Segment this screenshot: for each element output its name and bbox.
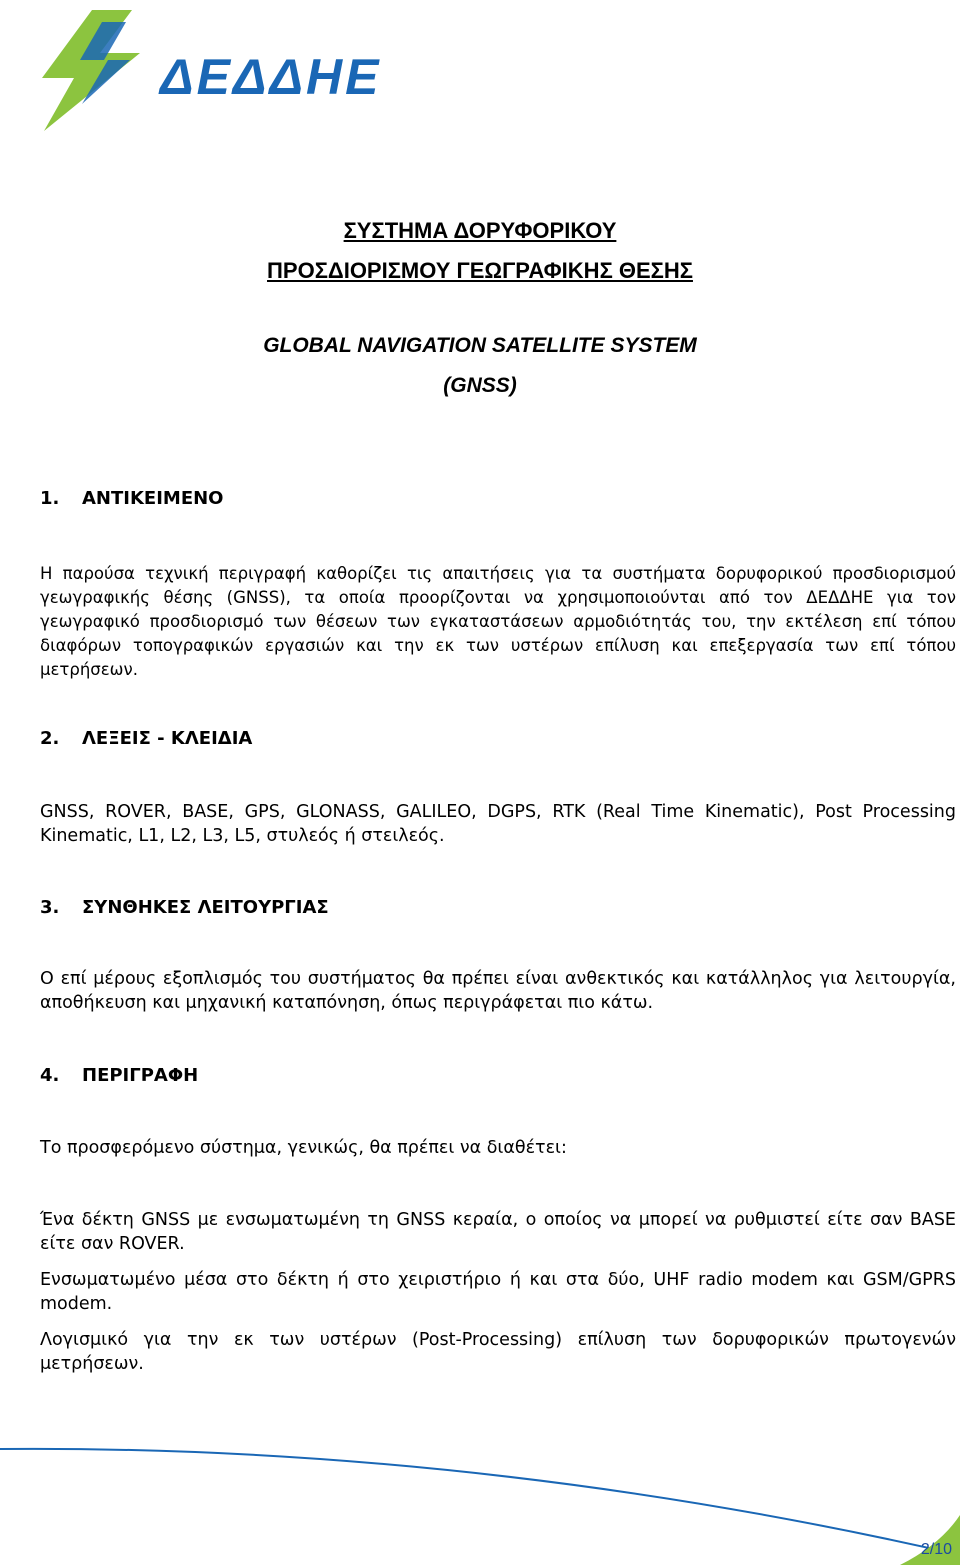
company-logo bbox=[22, 8, 382, 133]
logo-text: ΔΕΔΔΗΕ bbox=[160, 49, 382, 105]
section-4-item-receiver: Ένα δέκτη GNSS με ενσωματωμένη τη GNSS κεραία, ο οποίος να μπορεί να ρυθμιστεί είτε σαν BASE είτε σαν ROVER. bbox=[40, 1210, 956, 1254]
section-4-intro: Το προσφερόμενο σύστημα, γενικώς, θα πρέπει να διαθέτει: bbox=[40, 1138, 567, 1158]
section-3-paragraph: Ο επί μέρους εξοπλισμός του συστήματος θα πρέπει είναι ανθεκτικός και κατάλληλος για λειτουργία, αποθήκευση και μηχανική καταπόνηση, όπως περιγράφεται πιο κάτω. bbox=[40, 969, 956, 1013]
section-number: 2. bbox=[40, 728, 60, 749]
section-title: ΠΕΡΙΓΡΑΦΗ bbox=[82, 1065, 199, 1086]
page-number: 2/10 bbox=[920, 1541, 952, 1558]
section-heading-3 bbox=[40, 897, 329, 918]
section-4-item-modem: Ενσωματωμένο μέσα στο δέκτη ή στο χειριστήριο ή και στα δύο, UHF radio modem και GSM/GPRS modem. bbox=[40, 1270, 956, 1314]
section-4-item-software: Λογισμικό για την εκ των υστέρων (Post-Processing) επίλυση των δορυφορικών πρωτογενών μετρήσεων. bbox=[40, 1330, 956, 1374]
logo-mark-icon bbox=[22, 8, 162, 133]
section-2-paragraph: GNSS, ROVER, BASE, GPS, GLONASS, GALILEO, DGPS, RTK (Real Time Kinematic), Post Processing Kinematic, L1, L2, L3, L5, στυλεός ή στειλεός. bbox=[40, 802, 956, 846]
section-heading-1 bbox=[40, 488, 224, 509]
section-1-paragraph: Η παρούσα τεχνική περιγραφή καθορίζει τις απαιτήσεις για τα συστήματα δορυφορικού προσδιορισμού γεωγραφικής θέσης (GNSS), τα οποία προορίζονται να χρησιμοποιούνται από τον ΔΕΔΔΗΕ για τον γεωγραφικό προσδιορισμό των θέσεων των εγκαταστάσεων αρμοδιότητάς του, την εκτέλεση επί τόπου διαφόρων τοπογραφικών εργασιών και την εκ των υστέρων επίλυση και επεξεργασία των επί τόπου μετρήσεων. bbox=[40, 564, 956, 679]
document-subtitle-line-2: (GNSS) bbox=[443, 374, 517, 397]
document-title-line-2: ΠΡΟΣΔΙΟΡΙΣΜΟΥ ΓΕΩΓΡΑΦΙΚΗΣ ΘΕΣΗΣ bbox=[267, 258, 693, 283]
section-title: ΣΥΝΘΗΚΕΣ ΛΕΙΤΟΥΡΓΙΑΣ bbox=[82, 897, 329, 918]
section-title: ΛΕΞΕΙΣ - ΚΛΕΙΔΙΑ bbox=[82, 728, 253, 749]
document-title-line-1: ΣΥΣΤΗΜΑ ΔΟΡΥΦΟΡΙΚΟΥ bbox=[343, 218, 617, 243]
section-number: 1. bbox=[40, 488, 60, 509]
document-subtitle-line-1: GLOBAL NAVIGATION SATELLITE SYSTEM bbox=[263, 334, 697, 357]
section-number: 4. bbox=[40, 1065, 60, 1086]
footer-swoosh bbox=[0, 1445, 960, 1565]
section-heading-2 bbox=[40, 728, 252, 749]
section-number: 3. bbox=[40, 897, 60, 918]
section-title: ΑΝΤΙΚΕΙΜΕΝΟ bbox=[82, 488, 224, 509]
section-heading-4 bbox=[40, 1065, 198, 1086]
